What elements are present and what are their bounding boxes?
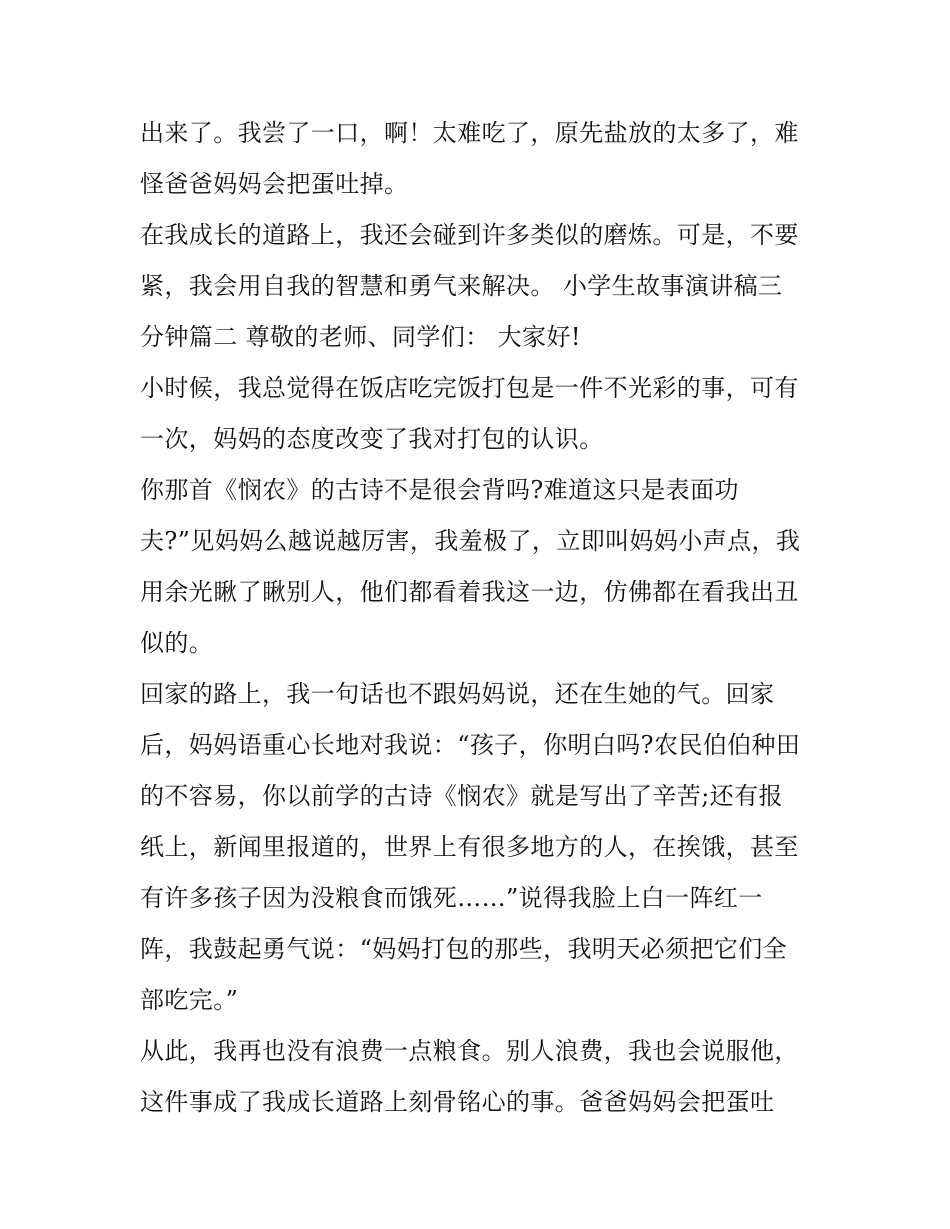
text-line: 部吃完。”	[140, 986, 239, 1014]
text-line: 回家的路上，我一句话也不跟妈妈说，还在生她的气。回家	[140, 680, 775, 708]
body-text	[140, 108, 820, 1128]
text-line: 这件事成了我成长道路上刻骨铭心的事。爸爸妈妈会把蛋吐	[140, 1088, 775, 1116]
text-line: 你那首《悯农》的古诗不是很会背吗?难道这只是表面功	[140, 476, 739, 504]
text-line: 用余光瞅了瞅别人，他们都看着我这一边，仿佛都在看我出丑	[140, 578, 799, 606]
text-line: 分钟篇二 尊敬的老师、同学们： 大家好!	[140, 323, 581, 351]
text-line: 紧，我会用自我的智慧和勇气来解决。 小学生故事演讲稿三	[140, 272, 783, 300]
text-line: 怪爸爸妈妈会把蛋吐掉。	[140, 170, 409, 198]
text-line: 夫?”见妈妈么越说越厉害，我羞极了，立即叫妈妈小声点，我	[140, 527, 801, 555]
text-line: 后，妈妈语重心长地对我说：“孩子，你明白吗?农民伯伯种田	[140, 731, 801, 759]
text-line: 似的。	[140, 629, 214, 657]
text-line: 出来了。我尝了一口，啊！太难吃了，原先盐放的太多了，难	[140, 119, 799, 147]
text-line: 一次，妈妈的态度改变了我对打包的认识。	[140, 425, 604, 453]
text-line: 小时候，我总觉得在饭店吃完饭打包是一件不光彩的事，可有	[140, 374, 799, 402]
text-line: 从此，我再也没有浪费一点粮食。别人浪费，我也会说服他，	[140, 1037, 799, 1065]
text-line: 的不容易，你以前学的古诗《悯农》就是写出了辛苦;还有报	[140, 782, 783, 810]
text-line: 在我成长的道路上，我还会碰到许多类似的磨炼。可是，不要	[140, 221, 799, 249]
text-line: 阵，我鼓起勇气说：“妈妈打包的那些，我明天必须把它们全	[140, 935, 788, 963]
text-line: 纸上，新闻里报道的，世界上有很多地方的人，在挨饿，甚至	[140, 833, 799, 861]
text-line: 有许多孩子因为没粮食而饿死……”说得我脸上白一阵红一	[140, 884, 763, 912]
